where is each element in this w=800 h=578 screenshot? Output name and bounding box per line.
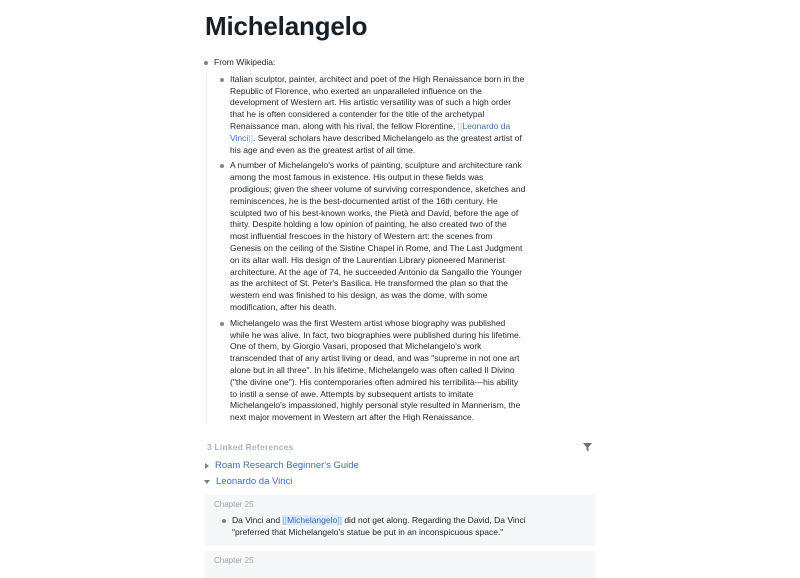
block xyxy=(220,74,596,157)
reference-breadcrumb[interactable]: Chapter 25 xyxy=(214,555,254,565)
block-text[interactable]: Michelangelo was the first Western artist whose biography was published while he was alive. In fact, two biographies were published during his lifetime. One of them, by Giorgio Vasari, proposed that Michelangelo's work transcended that of any artist living or dead, and was "supreme in not one art alone but in all three". In his lifetime, Michelangelo was often called Il Divino ("the divine one"). His contemporaries often admired his terribilità—his ability to instil a sense of awe. Attempts by subsequent artists to imitate Michelangelo's impassioned, highly personal style resulted in Mannerism, the next major movement in Western art after the High Renaissance. xyxy=(230,317,522,423)
outline xyxy=(204,57,596,424)
block xyxy=(220,318,596,424)
page-reference-link[interactable]: Michelangelo xyxy=(287,514,338,525)
linked-references-section xyxy=(204,442,596,578)
block-bullet[interactable] xyxy=(222,519,226,523)
page-link[interactable]: Leonardo da Vinci xyxy=(230,120,511,143)
block-root xyxy=(204,57,596,69)
reference-breadcrumb[interactable]: Chapter 25 xyxy=(214,499,254,509)
page-link-bracket: ]] xyxy=(248,132,254,143)
text-segment: Italian sculptor, painter, architect and poet of the High Renaissance born in the Republic of Florence, who exerted an unparalleled influence on the development of Western art. His artistic versatility was of such a high order that he is often considered a contender for the title of the archetypal Renaissance man, along with his rival, the fellow Florentine, xyxy=(230,73,525,131)
reference-card xyxy=(204,495,596,546)
block xyxy=(220,160,596,313)
linked-references-count: 3 Linked References xyxy=(207,442,294,453)
page-link-bracket: [[ xyxy=(457,120,463,131)
text-segment: . Several scholars have described Michelangelo as the greatest artist of his age and even as the greatest artist of all time. xyxy=(230,132,522,155)
block-text[interactable] xyxy=(232,515,536,539)
text-segment: Da Vinci and xyxy=(232,514,283,525)
text-segment: did not get along. Regarding the David, Da Vinci "preferred that Michelangelo's statue be put in an inconspicuous space." xyxy=(232,514,526,537)
ref-group-roam-research-beginners-guide[interactable] xyxy=(204,458,596,474)
block-bullet[interactable] xyxy=(220,322,224,326)
block-text[interactable]: A number of Michelangelo's works of painting, sculpture and architecture rank among the most famous in existence. His output in these fields was prodigious; given the sheer volume of surviving correspondence, sketches and reminiscences, he is the best-documented artist of the 16th century. He sculpted two of his best-known works, the Pietà and David, before the age of thirty. Despite holding a low opinion of painting, he also created two of the most influential frescoes in the history of Western art: the scenes from Genesis on the ceiling of the Sistine Chapel in Rome, and The Last Judgment on its altar wall. His design of the Laurentian Library pioneered Mannerist architecture. At the age of 74, he succeeded Antonio da Sangallo the Younger as the architect of St. Peter's Basilica. He transformed the plan so that the western end was finished to his design, as was the dome, with some modification, after his death. xyxy=(230,160,526,312)
block-bullet[interactable] xyxy=(220,164,224,168)
block-text[interactable]: From Wikipedia: xyxy=(214,57,276,67)
caret-right-icon[interactable] xyxy=(205,463,209,469)
filter-icon[interactable] xyxy=(582,442,593,453)
page-title[interactable]: Michelangelo xyxy=(205,11,368,41)
caret-down-icon[interactable] xyxy=(204,480,210,484)
ref-group-title[interactable]: Roam Research Beginner's Guide xyxy=(215,459,359,471)
reference-card xyxy=(204,551,596,578)
page-content xyxy=(204,0,596,578)
block-bullet[interactable] xyxy=(204,61,208,65)
block xyxy=(222,515,586,539)
ref-group-leonardo-da-vinci[interactable] xyxy=(204,474,596,490)
linked-references-header xyxy=(204,442,596,453)
block-children xyxy=(206,74,596,424)
block-bullet[interactable] xyxy=(220,78,224,82)
page-reference-bracket[interactable]: [[ xyxy=(282,514,288,525)
page-reference-bracket[interactable]: ]] xyxy=(337,514,342,525)
block-text[interactable] xyxy=(230,74,526,157)
ref-group-title[interactable]: Leonardo da Vinci xyxy=(216,475,293,487)
